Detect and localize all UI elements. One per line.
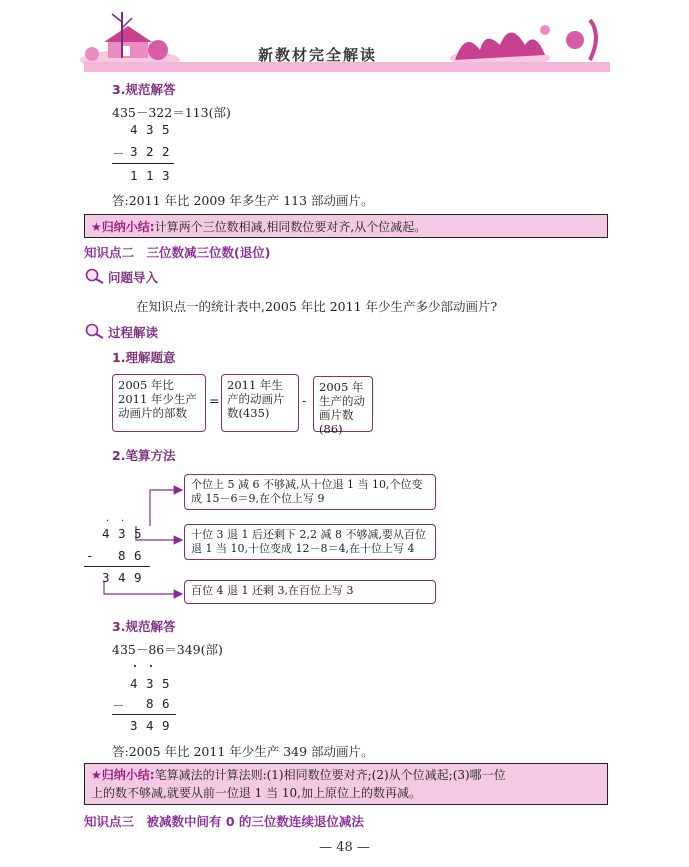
digit: 1 (130, 168, 138, 183)
plants-illustration (450, 20, 596, 67)
borrow-dot: · (106, 516, 110, 527)
digit: 2 (162, 144, 170, 159)
calc-line (112, 714, 176, 715)
magnifier-icon (84, 323, 106, 339)
knowledge-point-2-title: 知识点二 三位数减三位数(退位) (84, 245, 271, 260)
digit: 3 (130, 144, 138, 159)
summary-box-1 (84, 214, 608, 238)
summary-line-1: 笔算减法的计算法则:(1)相同数位要对齐;(2)从个位减起;(3)哪一位 (154, 768, 506, 782)
step-note-2: 十位 3 退 1 后还剩下 2,2 减 8 不够减,要从百位退 1 当 10,十位变成 12－8＝4,在十位上写 4 (184, 524, 436, 560)
part1-equation: 435－322＝113(部) (112, 105, 231, 120)
digit: 4 (130, 122, 138, 137)
part1-vertical-calc (112, 122, 182, 186)
digit: 3 (118, 526, 126, 541)
meaning-box-3: 2005 年生产的动画片数(86) (313, 376, 373, 432)
equals-operator: = (209, 393, 220, 408)
part2-equation: 435－86＝349(部) (112, 642, 223, 657)
digit: 3 (146, 676, 154, 691)
written-method-calc (84, 516, 174, 586)
digit: 5 (162, 122, 170, 137)
step2-heading: 2.笔算方法 (112, 448, 176, 463)
digit: 4 (146, 718, 154, 733)
part1-heading: 3.规范解答 (112, 82, 176, 97)
digit: 8 (146, 696, 154, 711)
borrow-dot: · (133, 660, 137, 673)
digit: 4 (130, 676, 138, 691)
digit: 1 (146, 168, 154, 183)
intro-heading: 问题导入 (108, 270, 159, 285)
step1-heading: 1.理解题意 (112, 350, 176, 365)
step-note-1: 个位上 5 减 6 不够减,从十位退 1 当 10,个位变成 15－6＝9,在个位上写 9 (184, 474, 436, 510)
digit: 3 (102, 570, 110, 585)
digit: 3 (130, 718, 138, 733)
digit: 9 (134, 570, 142, 585)
summary-line-2: 上的数不够减,就要从前一位退 1 当 10,加上原位上的数再减。 (91, 786, 421, 800)
digit: 4 (102, 526, 110, 541)
minus-operator: - (302, 393, 307, 408)
summary-box-2 (84, 763, 608, 805)
borrow-dot: · (149, 660, 153, 673)
step-note-3: 百位 4 退 1 还剩 3,在百位上写 3 (184, 580, 436, 604)
digit: 2 (146, 144, 154, 159)
digit: 9 (162, 718, 170, 733)
part2-vertical-calc (112, 660, 192, 734)
summary-label: ★归纳小结: (91, 768, 155, 782)
header-title: 新教材完全解读 (258, 46, 378, 64)
digit: 6 (162, 696, 170, 711)
summary-label: ★归纳小结: (91, 220, 155, 234)
intro-question: 在知识点一的统计表中,2005 年比 2011 年少生产多少部动画片? (136, 299, 498, 314)
digit: 5 (162, 676, 170, 691)
page-number: — 48 — (319, 840, 370, 855)
magnifier-icon (84, 268, 106, 284)
meaning-box-1: 2005 年比 2011 年少生产动画片的部数 (112, 374, 206, 432)
part2-heading: 3.规范解答 (112, 619, 176, 634)
digit: 8 (118, 548, 126, 563)
digit: 3 (162, 168, 170, 183)
minus-sign: - (86, 548, 94, 563)
knowledge-point-3-title: 知识点三 被减数中间有 0 的三位数连续退位减法 (84, 814, 364, 829)
digit: 6 (134, 548, 142, 563)
summary-text: 计算两个三位数相减,相同数位要对齐,从个位减起。 (154, 220, 427, 234)
process-heading: 过程解读 (108, 325, 159, 340)
part1-answer: 答:2011 年比 2009 年多生产 113 部动画片。 (112, 193, 374, 208)
digit: 5 (134, 526, 142, 541)
calc-line (112, 163, 174, 164)
borrow-dot: · (121, 516, 125, 527)
digit: 4 (118, 570, 126, 585)
minus-sign: － (112, 698, 125, 713)
part2-answer: 答:2005 年比 2011 年少生产 349 部动画片。 (112, 744, 374, 759)
meaning-box-2: 2011 年生产的动画片数(435) (221, 374, 299, 432)
calc-line (84, 566, 150, 567)
digit: 3 (146, 122, 154, 137)
minus-sign: － (112, 146, 125, 161)
